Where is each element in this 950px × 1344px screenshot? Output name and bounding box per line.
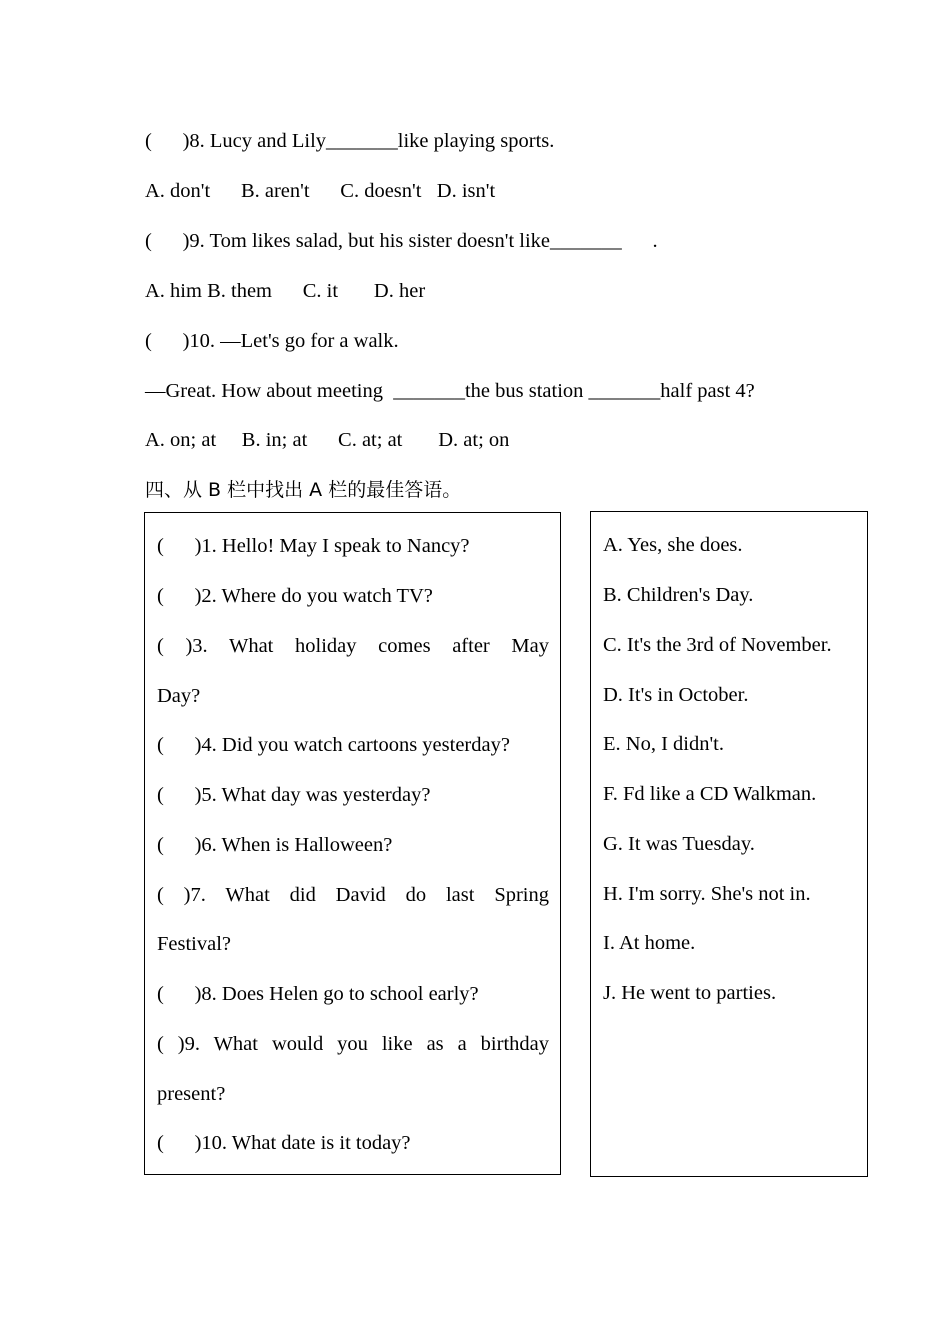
match-question-7: ( )7. What did David do last Spring (157, 884, 549, 906)
match-question-10: ( )10. What date is it today? (157, 1132, 411, 1154)
answer-g: G. It was Tuesday. (603, 833, 755, 855)
section-heading: 四、从 B 栏中找出 A 栏的最佳答语。 (145, 479, 462, 501)
answer-a: A. Yes, she does. (603, 534, 743, 556)
match-question-5: ( )5. What day was yesterday? (157, 784, 431, 806)
question-10-dialog: —Great. How about meeting _______the bus station _______half past 4? (145, 380, 755, 402)
column-b-box (590, 511, 868, 1177)
answer-e: E. No, I didn't. (603, 733, 724, 755)
question-8-options: A. don't B. aren't C. doesn't D. isn't (145, 180, 496, 202)
column-a-box (144, 512, 561, 1175)
question-10: ( )10. —Let's go for a walk. (145, 330, 399, 352)
match-question-9-continued: present? (157, 1083, 226, 1105)
question-10-options: A. on; at B. in; at C. at; at D. at; on (145, 429, 510, 451)
match-question-9: ( )9. What would you like as a birthday (157, 1033, 549, 1055)
answer-i: I. At home. (603, 932, 696, 954)
answer-c: C. It's the 3rd of November. (603, 634, 832, 656)
match-question-2: ( )2. Where do you watch TV? (157, 585, 433, 607)
match-question-4: ( )4. Did you watch cartoons yesterday? (157, 734, 510, 756)
question-8: ( )8. Lucy and Lily_______like playing sports. (145, 130, 555, 152)
answer-h: H. I'm sorry. She's not in. (603, 883, 811, 905)
question-9: ( )9. Tom likes salad, but his sister doesn't like_______ . (145, 230, 658, 252)
match-question-6: ( )6. When is Halloween? (157, 834, 393, 856)
match-question-3-continued: Day? (157, 685, 201, 707)
match-question-7-continued: Festival? (157, 933, 232, 955)
answer-f: F. Fd like a CD Walkman. (603, 783, 817, 805)
match-question-3: ( )3. What holiday comes after May (157, 635, 549, 657)
question-9-options: A. him B. them C. it D. her (145, 280, 426, 302)
answer-j: J. He went to parties. (603, 982, 777, 1004)
answer-d: D. It's in October. (603, 684, 749, 706)
match-question-1: ( )1. Hello! May I speak to Nancy? (157, 535, 470, 557)
answer-b: B. Children's Day. (603, 584, 754, 606)
match-question-8: ( )8. Does Helen go to school early? (157, 983, 479, 1005)
